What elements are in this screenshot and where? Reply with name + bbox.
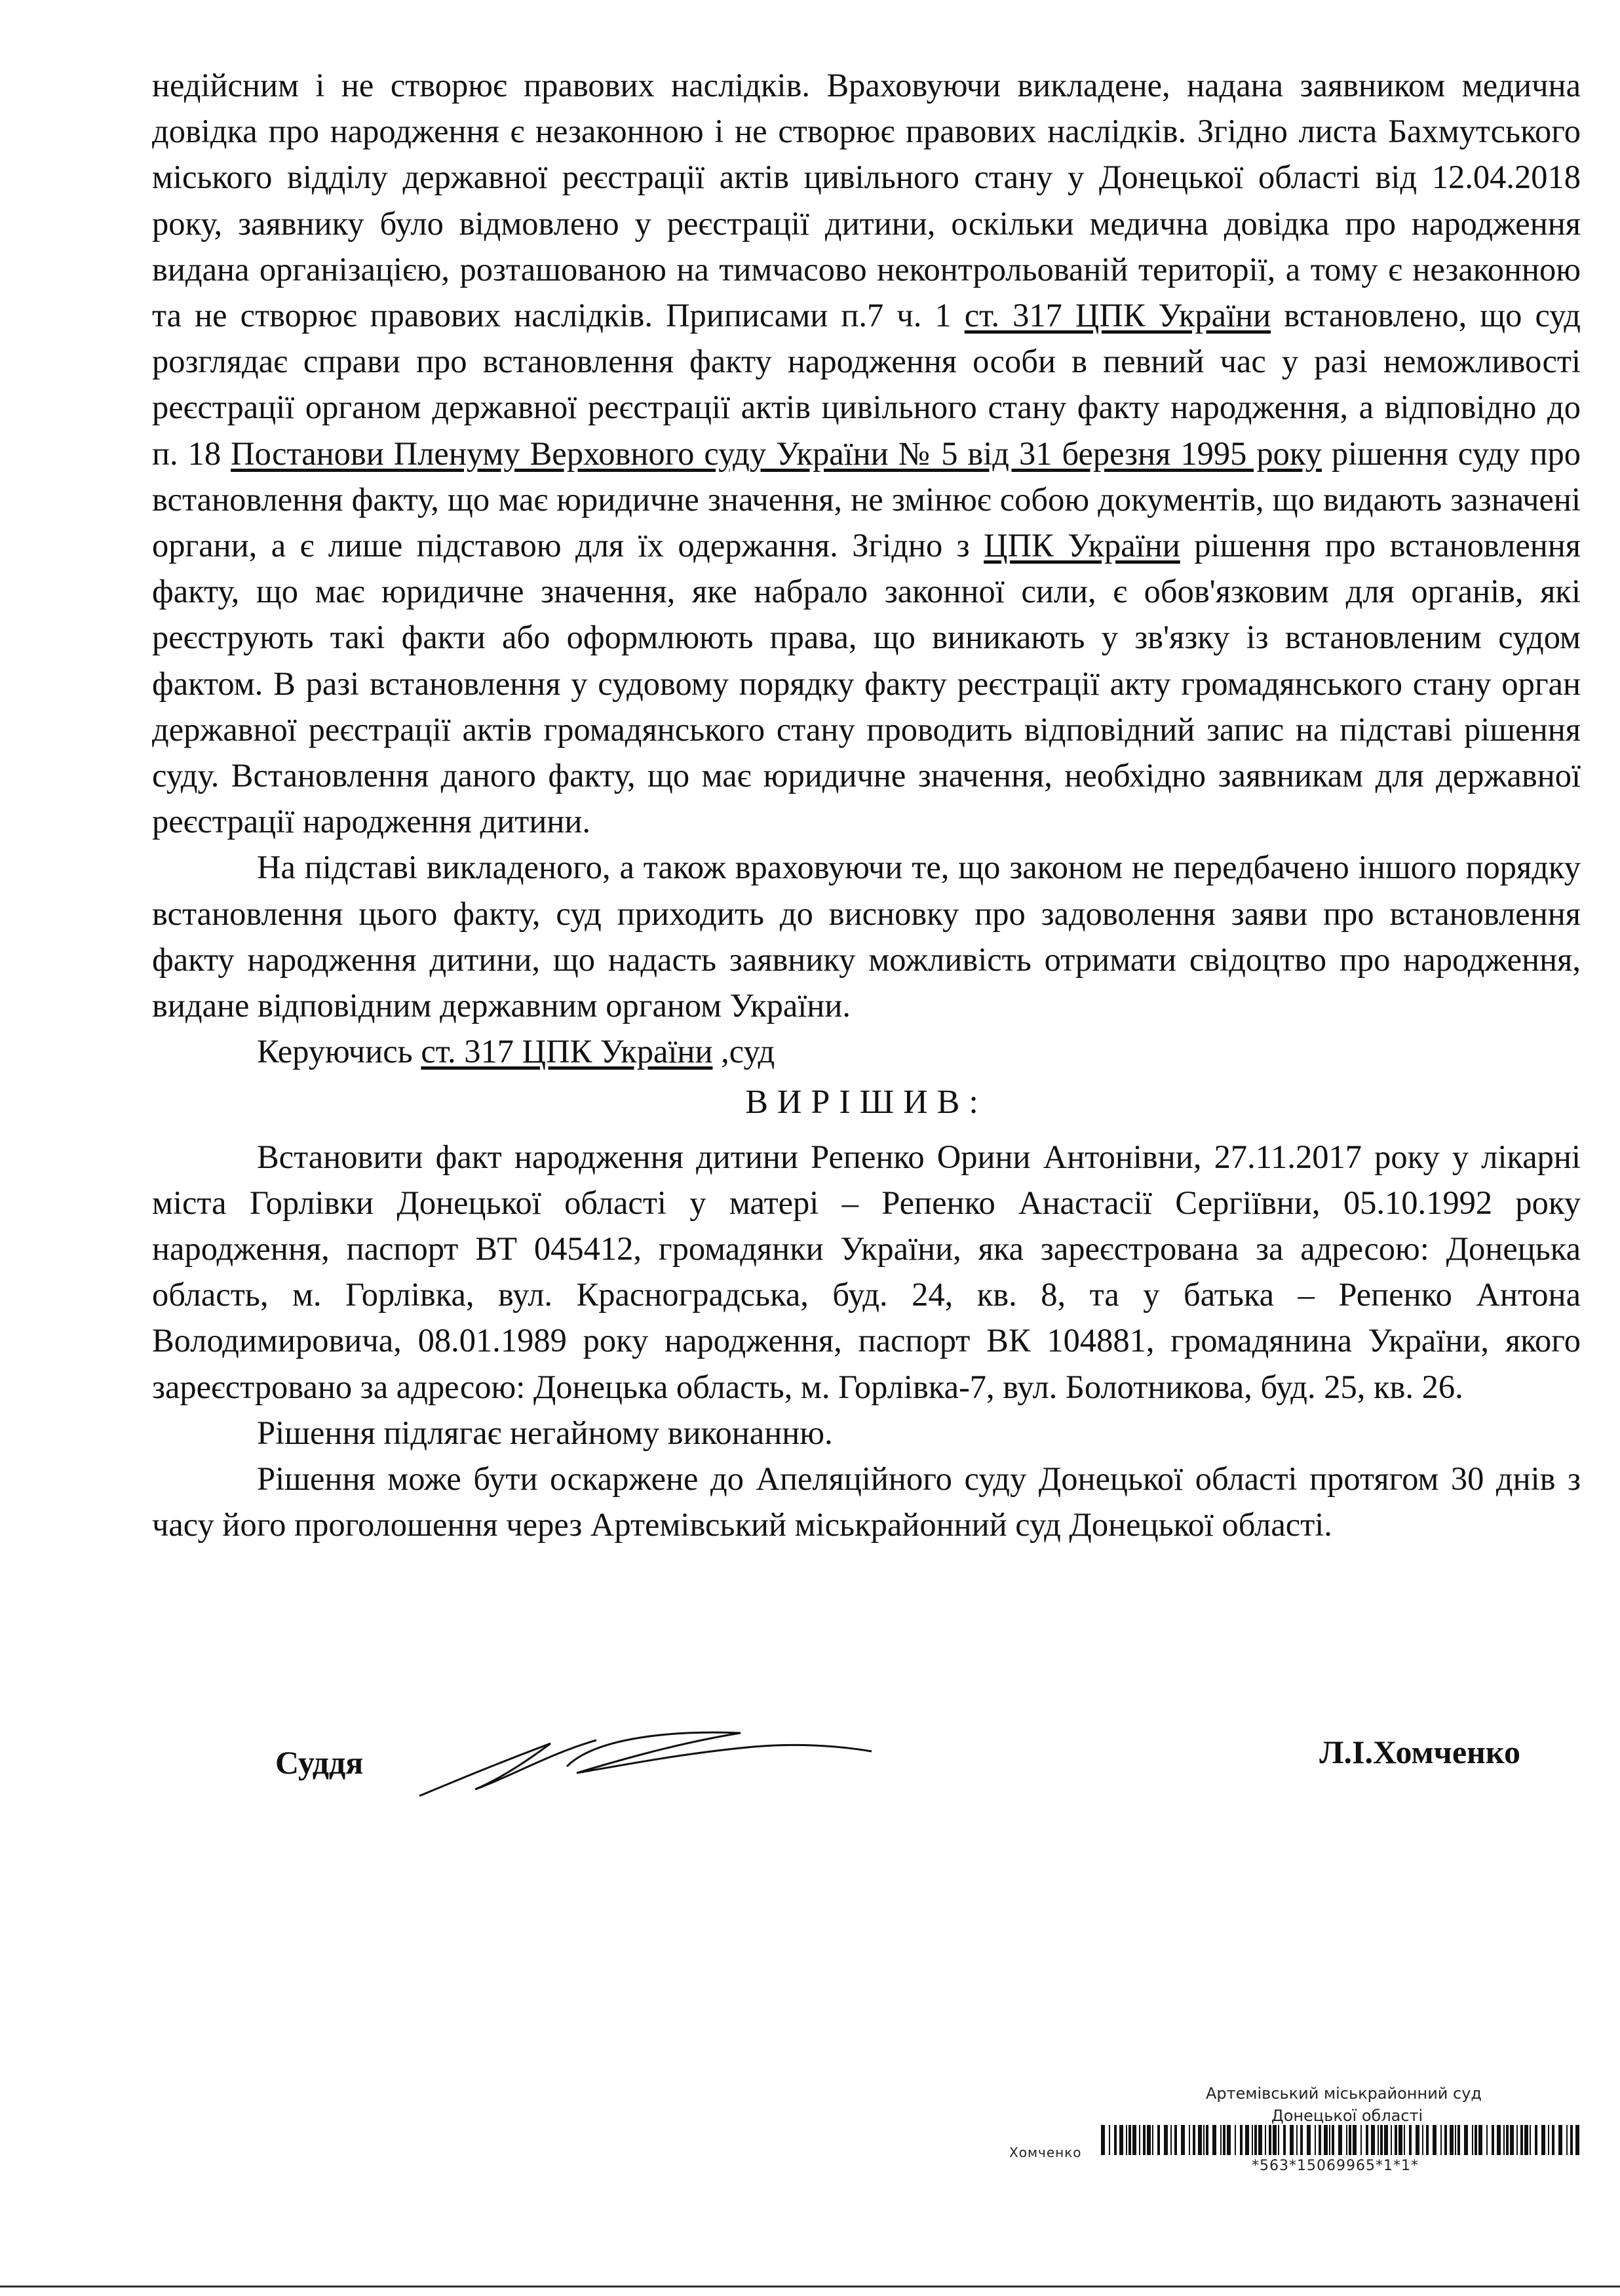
link-plenum-resolution[interactable]: Постанови Пленуму Верховного суду України № 5 від 31 березня 1995 року <box>231 435 1322 472</box>
paragraph-appeal: Рішення може бути оскаржене до Апеляційного суду Донецької області протягом 30 днів з часу його проголошення через Артемівський міськрайонний суд Донецької області. <box>152 1460 1581 1544</box>
document-body <box>152 62 1581 1548</box>
guided-prefix: Керуючись <box>257 1033 421 1070</box>
guided-suffix: ,суд <box>712 1033 775 1070</box>
handwritten-signature <box>400 1717 898 1809</box>
barcode-number: *563*15069965*1*1* <box>1252 2158 1419 2174</box>
link-cpc-ukraine[interactable]: ЦПК України <box>984 527 1180 564</box>
page-bottom-edge <box>0 2286 1620 2287</box>
link-cpc-article-317-guided[interactable]: ст. 317 ЦПК України <box>421 1033 713 1070</box>
stamp-court-name: Артемівський міськрайонний суд <box>1206 2084 1482 2103</box>
signature-block <box>275 1730 1520 1835</box>
paragraph-conclusion: На підставі викладеного, а також враховуючи те, що законом не передбачено іншого порядку встановлення цього факту, суд приходить до висновку про задоволення заяви про встановлення факту народження дитини, що надасть заявнику можливість отримати свідоцтво про народження, видане відповідним державним органом України. <box>152 849 1581 1024</box>
paragraph-guided <box>152 1028 1581 1074</box>
paragraph-decision: Встановити факт народження дитини Репенко Орини Антонівни, 27.11.2017 року у лікарні міста Горлівки Донецької області у матері – Репенко Анастасії Сергіївни, 05.10.1992 року народження, паспорт ВТ 045412, громадянки України, яка зареєстрована за адресою: Донецька область, м. Горлівка, вул. Красноградська, буд. 24, кв. 8, та у батька – Репенко Антона Володимировича, 08.01.1989 року народження, паспорт ВК 104881, громадянина України, якого зареєстровано за адресою: Донецька область, м. Горлівка-7, вул. Болотникова, буд. 25, кв. 26. <box>152 1138 1581 1405</box>
link-cpc-article-317[interactable]: ст. 317 ЦПК України <box>964 297 1271 334</box>
reasoning-text-3: рішення суду про встановлення факту, що має юридичне значення, не змінює собою документів, що видають зазначені органи, а є лише підставою для їх одержання. Згідно з <box>152 435 1581 564</box>
decision-heading: ВИРІШИВ: <box>745 1083 988 1121</box>
stamp-region: Донецької області <box>1271 2107 1423 2125</box>
paragraph-reasoning <box>152 62 1581 844</box>
court-stamp <box>1009 2084 1599 2215</box>
reasoning-text-4: рішення про встановлення факту, що має юридичне значення, яке набрало законної сили, є обов'язковим для органів, які реєструють такі факти або оформлюють права, що виникають у зв'язку із встановленим судом фактом. В разі встановлення у судовому порядку факту реєстрації акту громадянського стану орган державної реєстрації актів громадянського стану проводить відповідний запис на підставі рішення суду. Встановлення даного факту, що має юридичне значення, необхідно заявникам для державної реєстрації народження дитини. <box>152 527 1581 840</box>
judge-name: Л.І.Хомченко <box>1319 1734 1520 1770</box>
reasoning-text-1: недійсним і не створює правових наслідків. Враховуючи викладене, надана заявником медична довідка про народження є незаконною і не створює правових наслідків. Згідно листа Бахмутського міського відділу державної реєстрації актів цивільного стану у Донецької області від 12.04.2018 року, заявнику було відмовлено у реєстрації дитини, оскільки медична довідка про народження видана організацією, розташованою на тимчасово неконтрольованій території, а тому є незаконною та не створює правових наслідків. Приписами п.7 ч. 1 <box>152 67 1581 334</box>
reasoning-text-2: встановлено, що суд розглядає справи про встановлення факту народження особи в певний час у разі неможливості реєстрації органом державної реєстрації актів цивільного стану факту народження, а відповідно до п. 18 <box>152 297 1581 472</box>
barcode <box>1101 2125 1586 2158</box>
stamp-judge-name: Хомченко <box>1009 2145 1082 2160</box>
judge-title: Суддя <box>275 1744 364 1781</box>
paragraph-immediate-execution: Рішення підлягає негайному виконанню. <box>257 1414 833 1451</box>
